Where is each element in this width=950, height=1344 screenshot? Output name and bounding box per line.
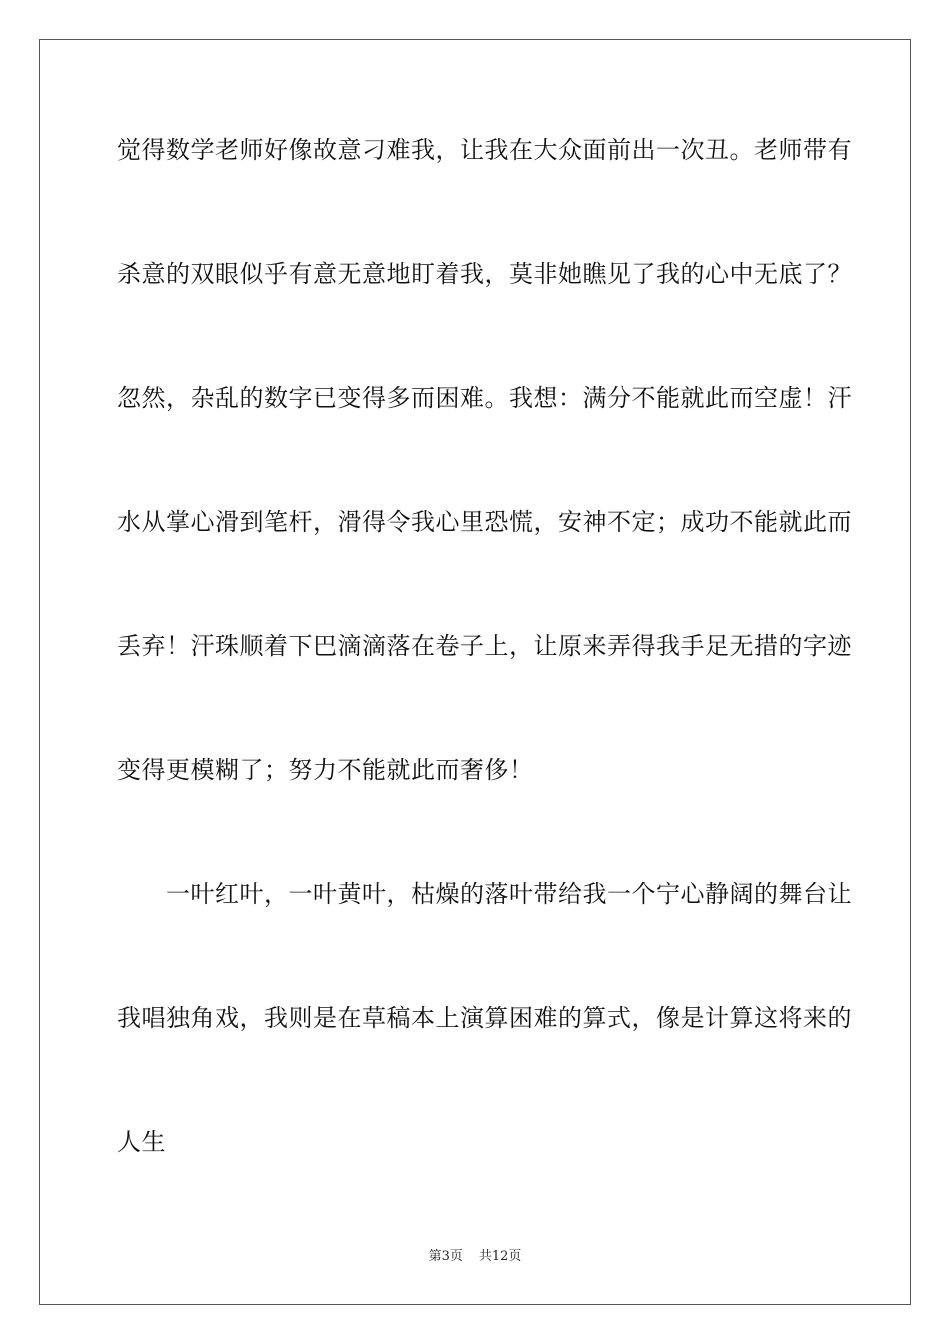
page-total: 共12页 xyxy=(478,1249,522,1264)
body-text-line: 觉得数学老师好像故意刁难我，让我在大众面前出一次丑。老师带有 xyxy=(117,136,852,164)
body-text-line: 人生 xyxy=(117,1128,166,1156)
body-text-line: 水从掌心滑到笔杆，滑得令我心里恐慌，安神不定；成功不能就此而 xyxy=(117,508,852,536)
page-footer xyxy=(0,1248,950,1266)
body-text-line: 丢弃！汗珠顺着下巴滴滴落在卷子上，让原来弄得我手足无措的字迹 xyxy=(117,632,852,660)
body-text-line: 我唱独角戏，我则是在草稿本上演算困难的算式，像是计算这将来的 xyxy=(117,1004,852,1032)
body-text-line: 一叶红叶，一叶黄叶，枯燥的落叶带给我一个宁心静阔的舞台让 xyxy=(117,880,852,908)
body-text-line: 变得更模糊了；努力不能就此而奢侈！ xyxy=(117,756,534,784)
body-text-line: 杀意的双眼似乎有意无意地盯着我，莫非她瞧见了我的心中无底了？ xyxy=(117,260,852,288)
page-number: 第3页 xyxy=(428,1249,463,1264)
page-border xyxy=(39,39,911,1305)
body-text-line: 忽然，杂乱的数字已变得多而困难。我想：满分不能就此而空虚！汗 xyxy=(117,384,852,412)
